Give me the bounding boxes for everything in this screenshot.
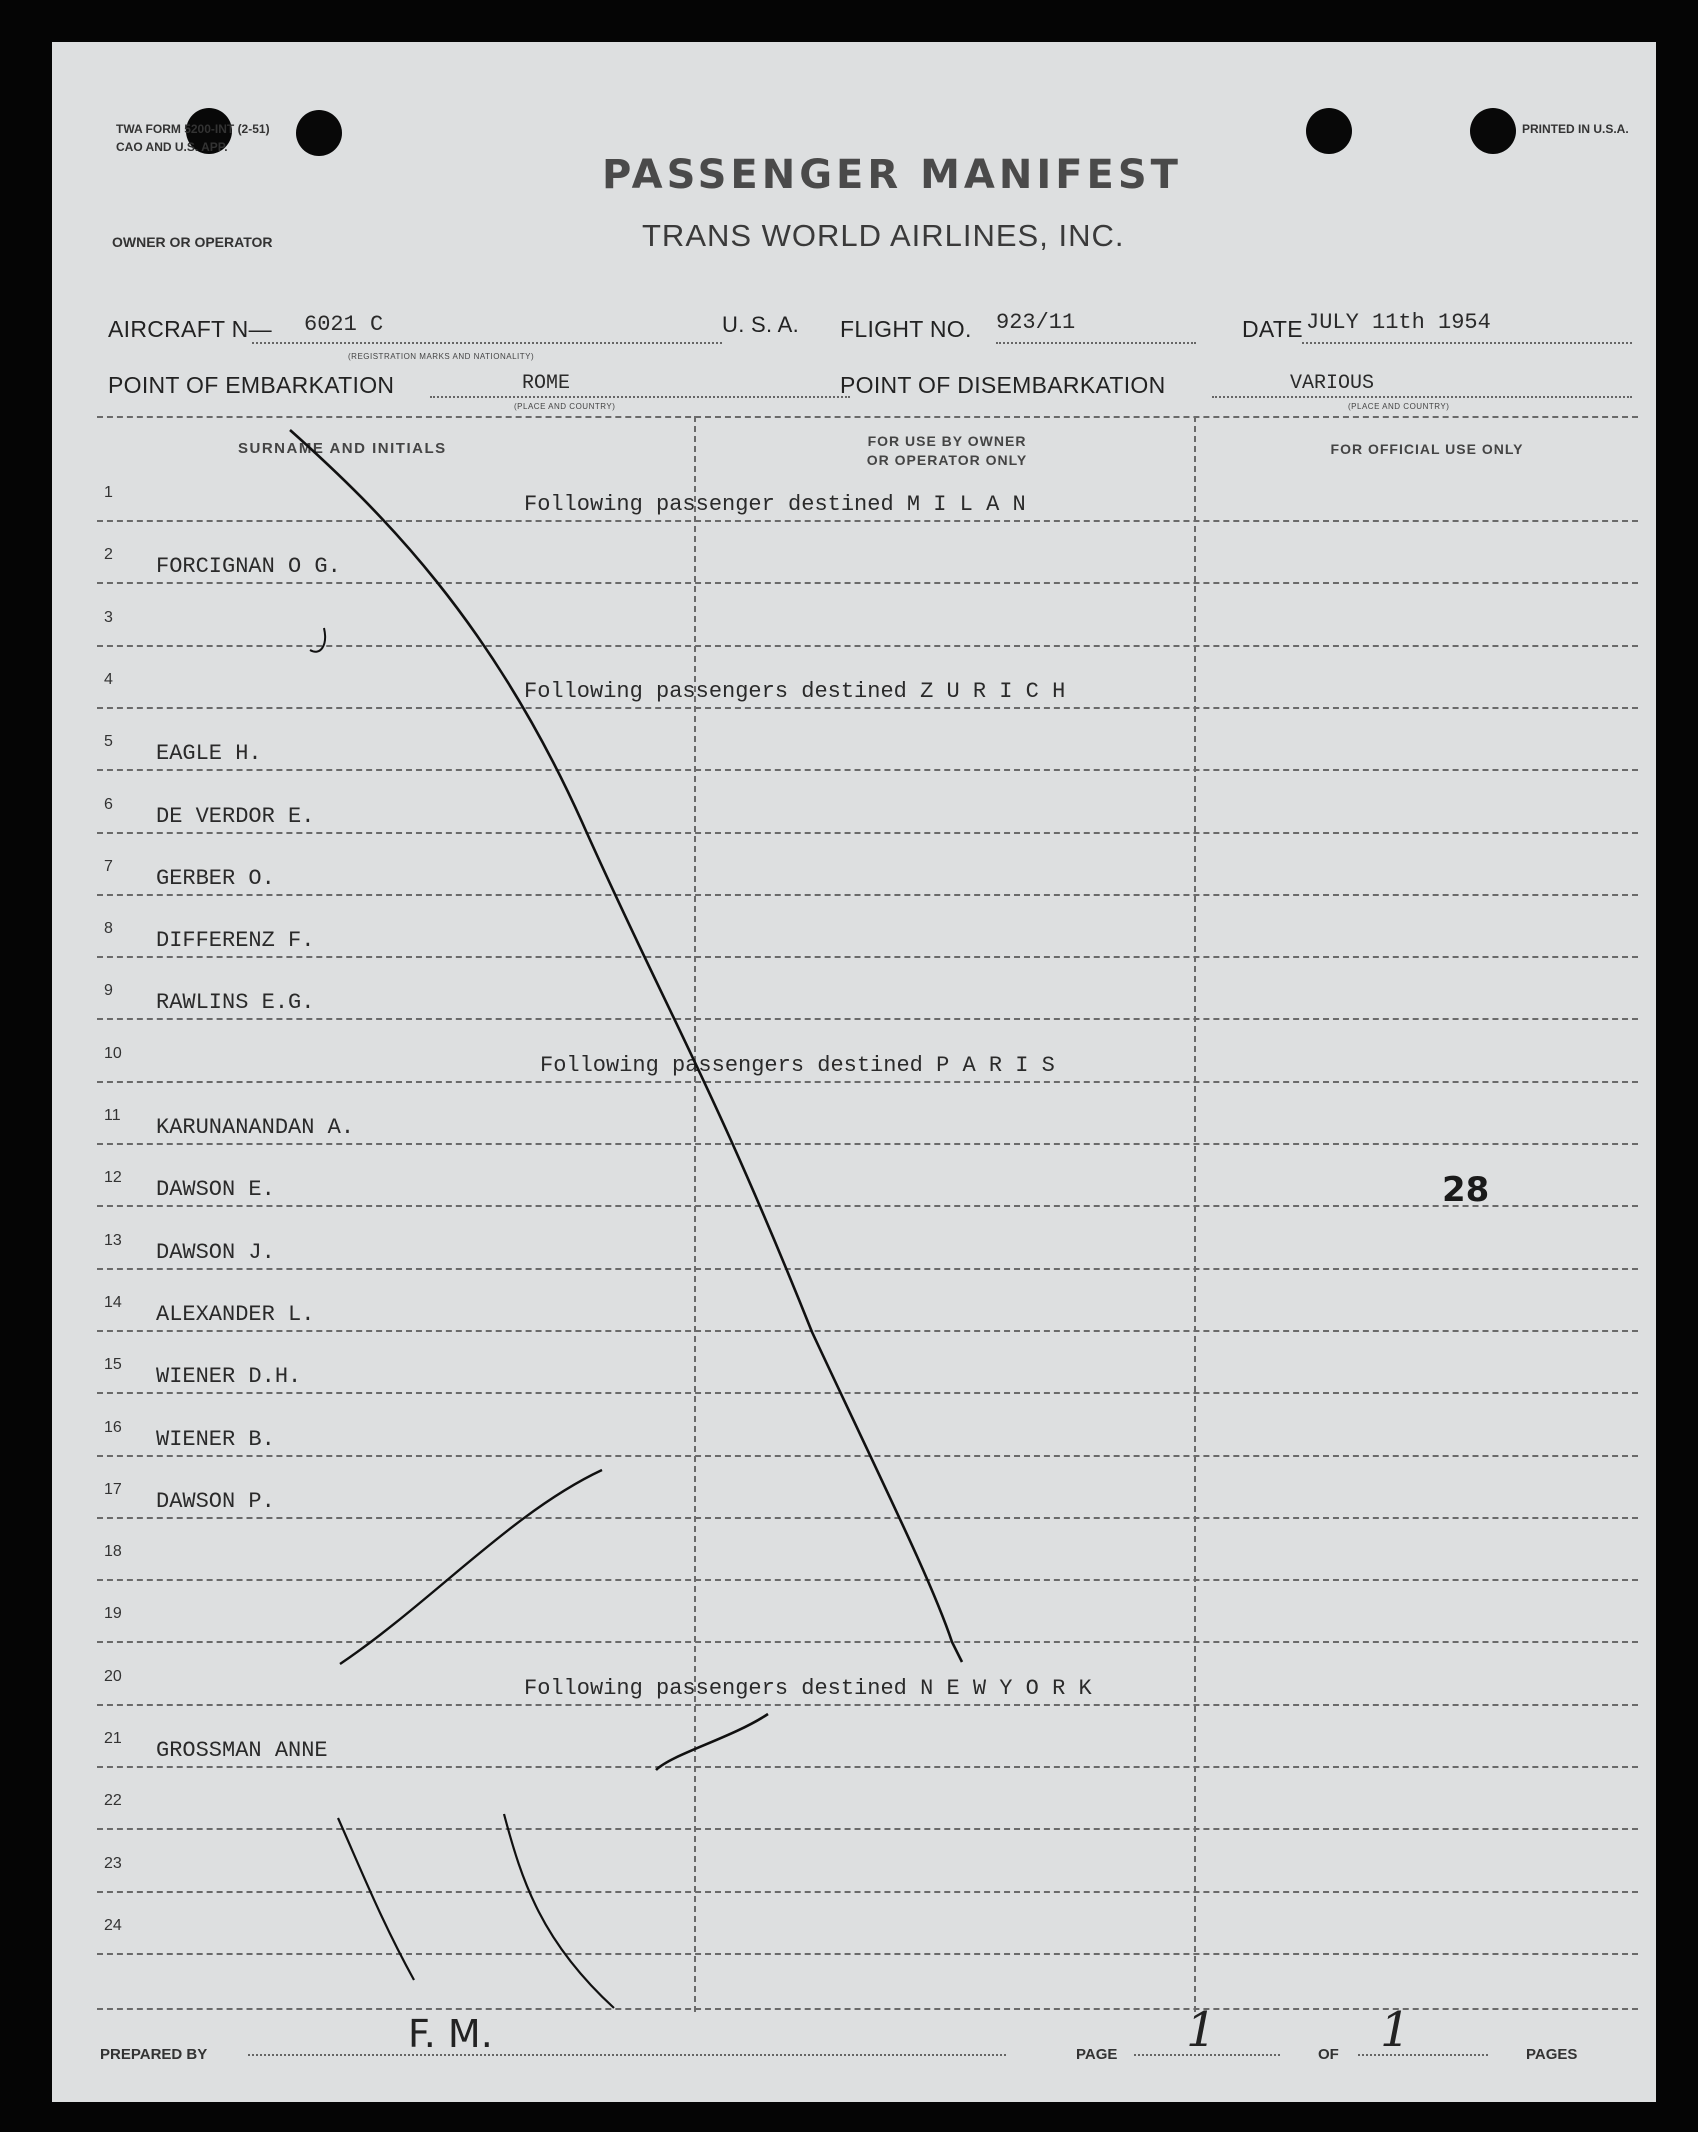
passenger-name: DE VERDOR E. bbox=[156, 803, 315, 829]
row-number: 6 bbox=[104, 795, 113, 813]
passenger-name: DAWSON J. bbox=[156, 1239, 275, 1265]
embarkation-label: POINT OF EMBARKATION bbox=[108, 372, 395, 398]
bracket-stroke-right bbox=[504, 1814, 614, 2008]
prepared-by-label: PREPARED BY bbox=[100, 2046, 208, 2063]
row-number: 16 bbox=[104, 1418, 122, 1436]
destination-note: Following passenger destined M I L A N bbox=[524, 492, 1026, 517]
passenger-name: WIENER B. bbox=[156, 1426, 275, 1452]
date-value: JULY 11th 1954 bbox=[1306, 310, 1491, 335]
pencil-count: 28 bbox=[1442, 1170, 1490, 1210]
row-number: 10 bbox=[104, 1044, 122, 1062]
passenger-name: ALEXANDER L. bbox=[156, 1301, 315, 1327]
flight-value: 923/11 bbox=[996, 310, 1076, 335]
row-number: 13 bbox=[104, 1231, 122, 1249]
aircraft-label: AIRCRAFT N— bbox=[108, 316, 272, 342]
flight-label: FLIGHT NO. bbox=[840, 316, 972, 342]
column-header-owner-line2: OR OPERATOR ONLY bbox=[866, 452, 1028, 468]
passenger-name: KARUNANANDAN A. bbox=[156, 1115, 355, 1140]
row-number: 21 bbox=[104, 1730, 122, 1747]
pages-label: PAGES bbox=[1526, 2046, 1578, 2063]
handwritten-marks bbox=[52, 42, 1656, 2102]
embarkation-caption: (PLACE AND COUNTRY) bbox=[514, 402, 616, 411]
manifest-page bbox=[52, 42, 1656, 2102]
checkmark-stroke bbox=[656, 1714, 768, 1770]
row-number: 20 bbox=[104, 1667, 122, 1685]
row-number: 24 bbox=[104, 1916, 122, 1934]
date-label: DATE bbox=[1242, 316, 1303, 342]
country-label: U. S. A. bbox=[722, 312, 799, 337]
destination-note: Following passengers destined N E W Y O R K bbox=[524, 1675, 1092, 1701]
passenger-name: DAWSON E. bbox=[156, 1177, 275, 1203]
row-number: 4 bbox=[104, 670, 113, 688]
total-pages: 1 bbox=[1380, 2002, 1411, 2058]
row-number: 5 bbox=[104, 733, 113, 751]
row-number: 17 bbox=[104, 1480, 122, 1498]
row-number: 12 bbox=[104, 1169, 122, 1187]
initial-curl bbox=[310, 628, 325, 652]
row-number: 19 bbox=[104, 1605, 122, 1623]
form-code: TWA FORM 5200-INT (2-51) bbox=[116, 122, 270, 136]
cancel-stroke-short bbox=[340, 1470, 602, 1664]
passenger-name: RAWLINS E.G. bbox=[156, 990, 315, 1016]
passenger-name: WIENER D.H. bbox=[156, 1364, 302, 1390]
row-number: 3 bbox=[104, 608, 113, 626]
owner-operator-label: OWNER OR OPERATOR bbox=[112, 234, 273, 250]
row-number: 8 bbox=[104, 920, 113, 938]
bracket-stroke-left bbox=[338, 1818, 414, 1980]
airline-name: TRANS WORLD AIRLINES, INC. bbox=[642, 218, 1125, 253]
row-number: 11 bbox=[104, 1107, 121, 1124]
row-number: 9 bbox=[104, 982, 113, 1000]
page-label: PAGE bbox=[1076, 2046, 1118, 2063]
column-header-surname: SURNAME AND INITIALS bbox=[238, 440, 447, 457]
disembarkation-value: VARIOUS bbox=[1290, 372, 1375, 395]
printed-in: PRINTED IN U.S.A. bbox=[1522, 122, 1629, 136]
row-number: 7 bbox=[104, 857, 113, 875]
row-number: 14 bbox=[104, 1293, 122, 1311]
document-title: PASSENGER MANIFEST bbox=[602, 152, 1182, 198]
column-header-official: FOR OFFICIAL USE ONLY bbox=[1330, 441, 1524, 457]
passenger-name: EAGLE H. bbox=[156, 741, 262, 767]
passenger-name: FORCIGNAN O G. bbox=[156, 554, 341, 580]
passenger-name: GROSSMAN ANNE bbox=[156, 1738, 328, 1763]
form-approval: CAO AND U.S. APP. bbox=[116, 140, 228, 154]
passenger-name: GERBER O. bbox=[156, 865, 275, 891]
row-number: 1 bbox=[104, 484, 113, 501]
disembarkation-caption: (PLACE AND COUNTRY) bbox=[1348, 402, 1450, 411]
row-number: 15 bbox=[104, 1356, 122, 1374]
page-number: 1 bbox=[1186, 2002, 1217, 2058]
disembarkation-label: POINT OF DISEMBARKATION bbox=[840, 372, 1166, 398]
destination-note: Following passengers destined Z U R I C H bbox=[524, 678, 1066, 704]
aircraft-value: 6021 C bbox=[304, 312, 384, 337]
prepared-by-initials: F. M. bbox=[408, 2012, 493, 2056]
row-number: 23 bbox=[104, 1854, 122, 1872]
row-number: 18 bbox=[104, 1543, 122, 1561]
passenger-name: DIFFERENZ F. bbox=[156, 928, 315, 954]
column-header-owner-line1: FOR USE BY OWNER bbox=[867, 433, 1027, 449]
embarkation-value: ROME bbox=[522, 372, 571, 395]
row-number: 22 bbox=[104, 1792, 122, 1810]
aircraft-caption: (REGISTRATION MARKS AND NATIONALITY) bbox=[348, 352, 535, 361]
destination-note: Following passengers destined P A R I S bbox=[540, 1052, 1055, 1078]
passenger-name: DAWSON P. bbox=[156, 1488, 275, 1514]
row-number: 2 bbox=[104, 546, 113, 564]
cancel-stroke-long bbox=[290, 430, 962, 1662]
of-label: OF bbox=[1318, 2046, 1339, 2063]
